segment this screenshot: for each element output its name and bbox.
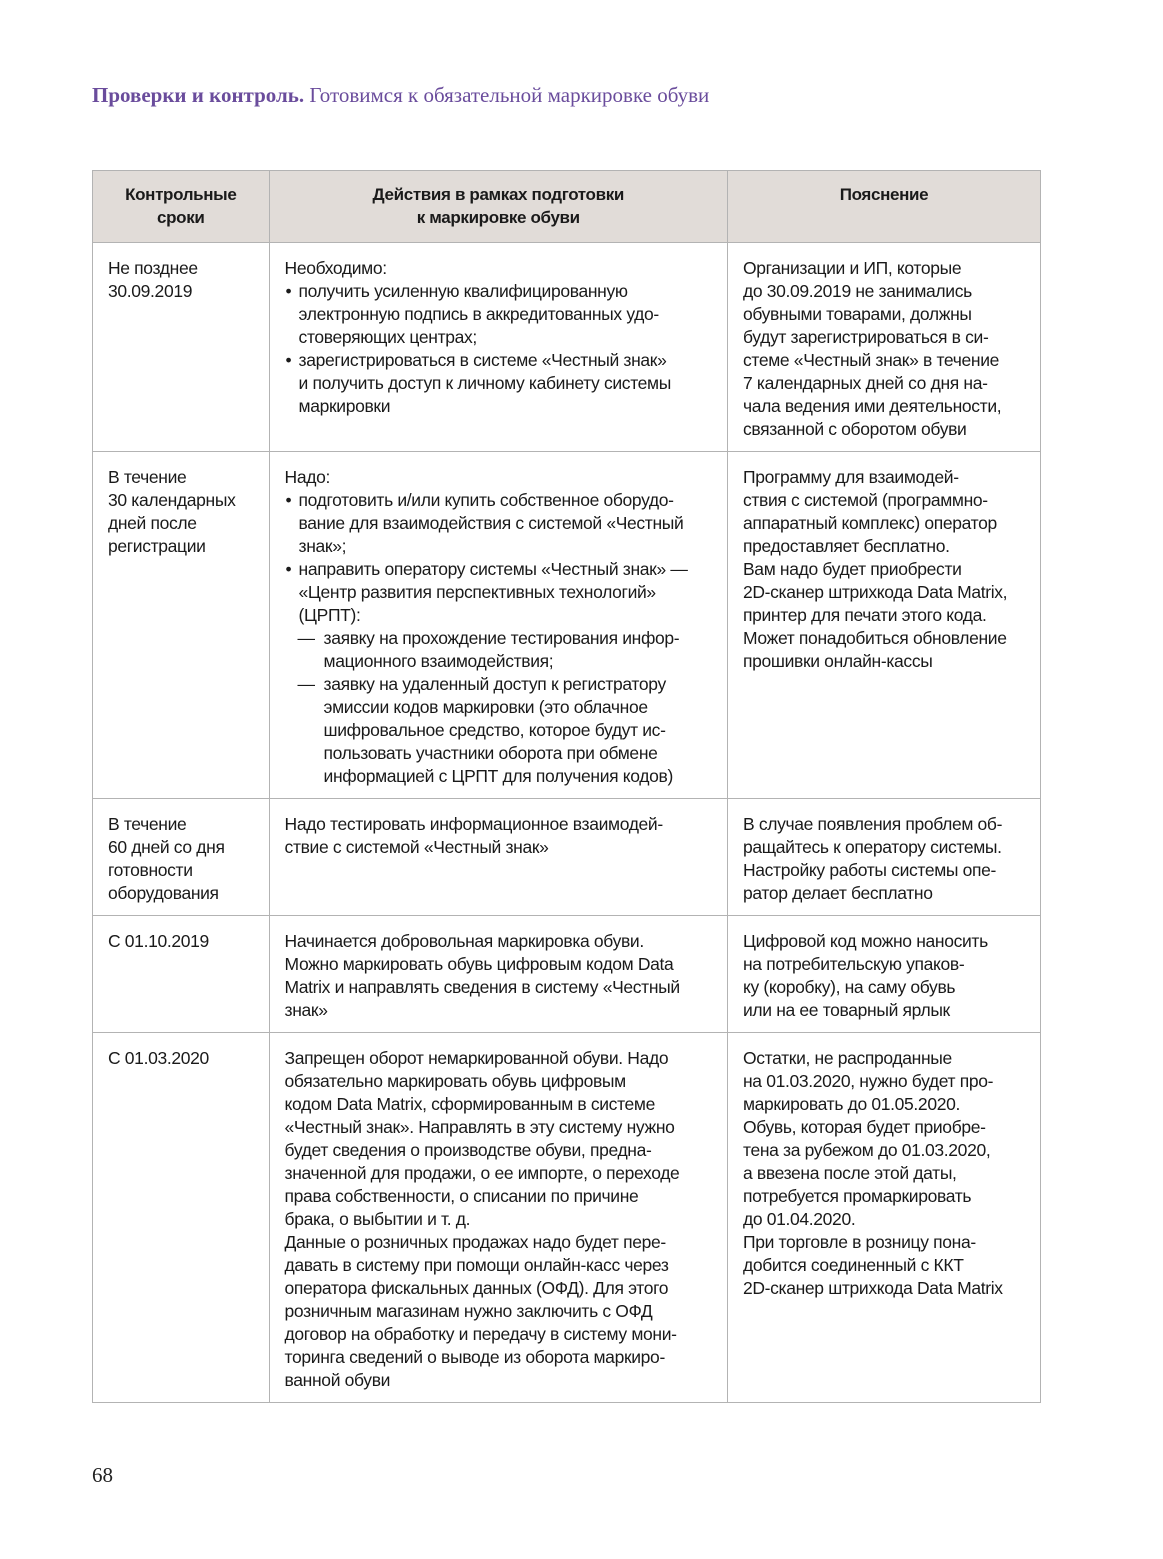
chapter-title: Готовимся к обязательной маркировке обуви	[304, 83, 710, 107]
table-row	[93, 1033, 1041, 1403]
deadline-cell: С 01.03.2020	[93, 1033, 270, 1403]
list-item: • зарегистрироваться в системе «Честный знак» и получить доступ к личному кабинету системы маркировки	[285, 349, 715, 418]
sub-list-item: — заявку на прохождение тестирования инфор- мационного взаимодействия;	[285, 627, 715, 673]
action-cell: Начинается добровольная маркировка обуви. Можно маркировать обувь цифровым кодом Data Matrix и направлять сведения в систему «Честный знак»	[269, 916, 727, 1033]
table-row	[93, 799, 1041, 916]
page-number: 68	[92, 1463, 113, 1487]
action-cell: Запрещен оборот немаркированной обуви. Надо обязательно маркировать обувь цифровым кодом Data Matrix, сформированным в системе «Честный знак». Направлять в эту систему нужно будет сведения о производстве обуви, предна- значенной для продажи, о ее импорте, о переходе права собственности, о списании по причине брака, о выбытии и т. д. Данные о розничных продажах надо будет пере- давать в систему при помощи онлайн-касс через оператора фискальных данных (ОФД). Для этого розничным магазинам нужно заключить с ОФД договор на обработку и передачу в систему мони- торинга сведений о выводе из оборота маркиро- ванной обуви	[269, 1033, 727, 1403]
action-intro: Надо:	[284, 467, 330, 487]
table-header-row	[93, 171, 1041, 243]
note-cell: Организации и ИП, которые до 30.09.2019 не занимались обувными товарами, должны будут зарегистрироваться в си- стеме «Честный знак» в течение 7 календарных дней со дня на- чала ведения ими деятельности, связанной с оборотом обуви	[727, 243, 1040, 452]
list-item: • направить оператору системы «Честный знак» — «Центр развития перспективных технологий» (ЦРПТ):	[285, 558, 715, 627]
action-intro: Необходимо:	[284, 258, 387, 278]
deadline-cell: В течение 30 календарных дней после регистрации	[93, 452, 270, 799]
column-header-deadline: Контрольные сроки	[93, 171, 270, 243]
note-cell: В случае появления проблем об- ращайтесь к оператору системы. Настройку работы системы опе- ратор делает бесплатно	[727, 799, 1040, 916]
deadline-cell: В течение 60 дней со дня готовности оборудования	[93, 799, 270, 916]
table-row	[93, 243, 1041, 452]
column-header-notes: Пояснение	[727, 171, 1040, 243]
table-row	[93, 916, 1041, 1033]
marking-schedule-table	[92, 170, 1041, 1403]
action-cell: Надо тестировать информационное взаимодей- ствие с системой «Честный знак»	[269, 799, 727, 916]
sub-list-item: — заявку на удаленный доступ к регистратору эмиссии кодов маркировки (это облачное шифровальное средство, которое будут ис- пользовать участники оборота при обмене информацией с ЦРПТ для получения кодов)	[285, 673, 715, 788]
action-cell	[269, 243, 727, 452]
action-cell	[269, 452, 727, 799]
section-title: Проверки и контроль.	[92, 83, 305, 107]
note-cell: Цифровой код можно наносить на потребительскую упаков- ку (коробку), на саму обувь или на ее товарный ярлык	[727, 916, 1040, 1033]
column-header-actions: Действия в рамках подготовки к маркировке обуви	[269, 171, 727, 243]
deadline-cell: Не позднее 30.09.2019	[93, 243, 270, 452]
note-cell: Программу для взаимодей- ствия с системой (программно- аппаратный комплекс) оператор предоставляет бесплатно. Вам надо будет приобрести 2D-сканер штрихкода Data Matrix, принтер для печати этого кода. Может понадобиться обновление прошивки онлайн-кассы	[727, 452, 1040, 799]
note-cell: Остатки, не распроданные на 01.03.2020, нужно будет про- маркировать до 01.05.2020. Обувь, которая будет приобре- тена за рубежом до 01.03.2020, а ввезена после этой даты, потребуется промаркировать до 01.04.2020. При торговле в розницу пона- добится соединенный с ККТ 2D-сканер штрихкода Data Matrix	[727, 1033, 1040, 1403]
page-title	[92, 83, 709, 108]
list-item: • подготовить и/или купить собственное оборудо- вание для взаимодействия с системой «Честный знак»;	[285, 489, 715, 558]
table-row	[93, 452, 1041, 799]
list-item: • получить усиленную квалифицированную электронную подпись в аккредитованных удо- стоверяющих центрах;	[285, 280, 715, 349]
deadline-cell: С 01.10.2019	[93, 916, 270, 1033]
